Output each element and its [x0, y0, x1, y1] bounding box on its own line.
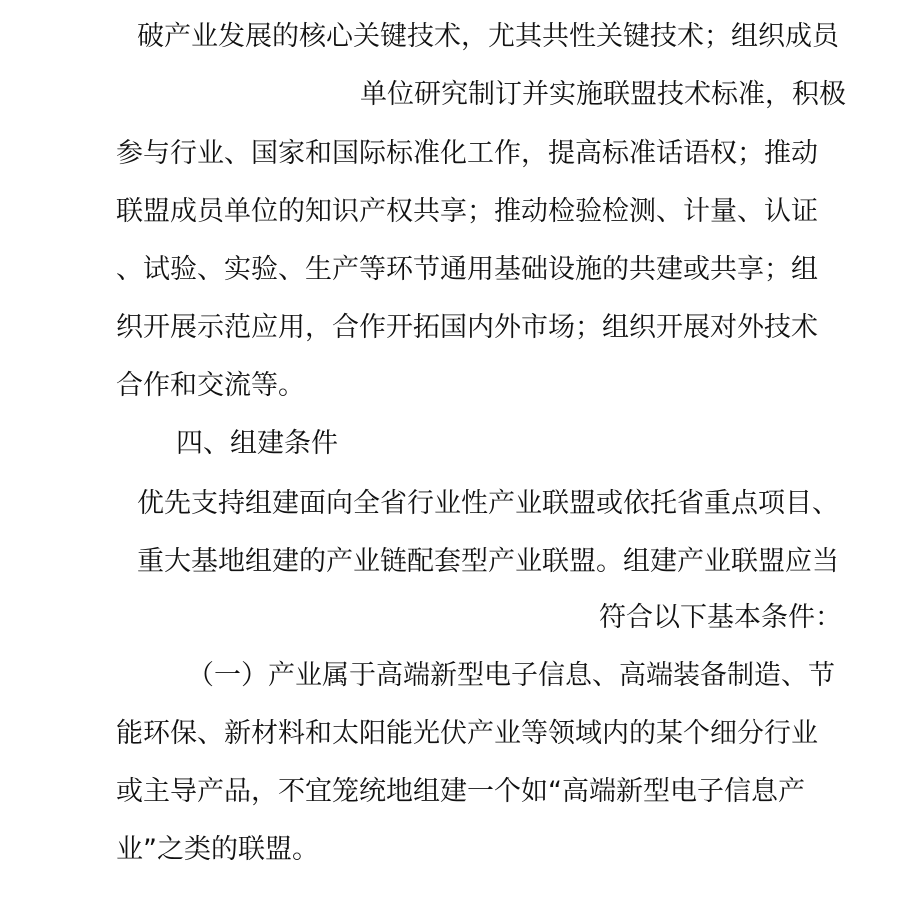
body-text-line: 单位研究制订并实施联盟技术标准，积极 [360, 79, 846, 110]
list-item-heading: （一）产业属于高端新型电子信息、高端装备制造、节 [187, 660, 835, 691]
body-text-line: 优先支持组建面向全省行业性产业联盟或依托省重点项目、 [137, 488, 839, 519]
body-text-line: 重大基地组建的产业链配套型产业联盟。组建产业联盟应当 [137, 546, 839, 577]
body-text-line: 、试验、实验、生产等环节通用基础设施的共建或共享；组 [116, 254, 818, 285]
body-text-line: 业”之类的联盟。 [116, 834, 319, 865]
body-text-line: 破产业发展的核心关键技术，尤其共性关键技术；组织成员 [137, 21, 839, 52]
body-text-line: 联盟成员单位的知识产权共享；推动检验检测、计量、认证 [116, 196, 818, 227]
body-text-line: 符合以下基本条件： [599, 602, 842, 633]
section-heading: 四、组建条件 [176, 428, 338, 459]
body-text-line: 或主导产品，不宜笼统地组建一个如“高端新型电子信息产 [116, 776, 805, 807]
body-text-line: 参与行业、国家和国际标准化工作，提高标准话语权；推动 [116, 138, 818, 169]
body-text-line: 能环保、新材料和太阳能光伏产业等领域内的某个细分行业 [116, 718, 818, 749]
body-text-line: 合作和交流等。 [116, 370, 305, 401]
body-text-line: 织开展示范应用，合作开拓国内外市场；组织开展对外技术 [116, 312, 818, 343]
